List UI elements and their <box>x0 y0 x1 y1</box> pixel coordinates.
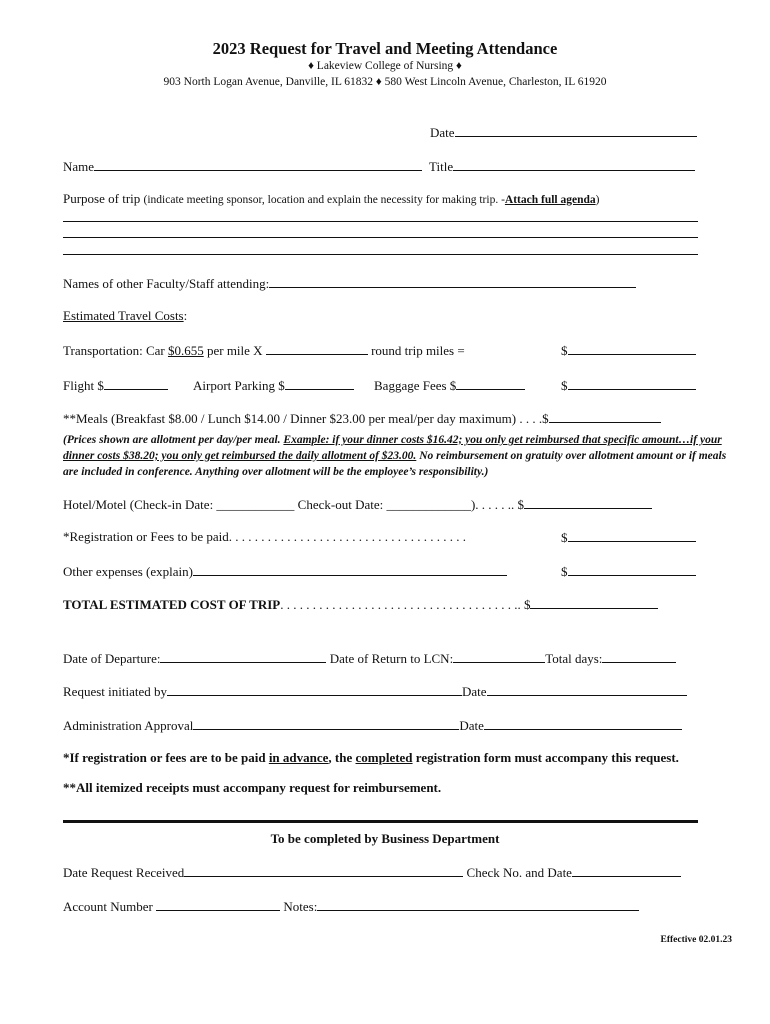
parking-label: Airport Parking $ <box>193 378 285 393</box>
meals-row <box>63 410 661 427</box>
other-amount-field[interactable] <box>568 563 696 576</box>
business-heading: To be completed by Business Department <box>270 831 500 846</box>
purpose-close: ) <box>595 194 600 206</box>
baggage-row <box>374 377 525 394</box>
total-dots: . . . . . . . . . . . . . . . . . . . . . . . . . . . . . . . . . . . . .. $ <box>280 597 531 612</box>
notice-text: registration form must accompany this request. <box>412 750 679 765</box>
other-expenses-label: Other expenses (explain) <box>63 564 193 579</box>
others-row <box>63 275 636 292</box>
other-amount-row <box>561 563 696 580</box>
received-field[interactable] <box>184 864 463 877</box>
check-field[interactable] <box>572 864 681 877</box>
notice-text: , the <box>328 750 356 765</box>
allotment-note <box>63 432 728 480</box>
form-title: 2023 Request for Travel and Meeting Attendance <box>212 39 558 58</box>
notice-text: *If registration or fees are to be paid <box>63 750 269 765</box>
initiated-date-label: Date <box>461 684 487 699</box>
others-label: Names of other Faculty/Staff attending: <box>63 276 270 291</box>
purpose-line-2[interactable] <box>63 237 698 238</box>
total-row <box>63 596 658 613</box>
title-row <box>429 158 695 175</box>
miles-field[interactable] <box>266 342 368 355</box>
section-divider <box>63 820 698 823</box>
title-label: Title <box>429 159 454 174</box>
effective-date: Effective 02.01.23 <box>660 935 732 945</box>
purpose-label: Purpose of trip <box>63 191 141 206</box>
date-field[interactable] <box>455 124 697 137</box>
approval-label: Administration Approval <box>63 718 194 733</box>
date-label: Date <box>430 125 455 140</box>
account-row <box>63 898 639 915</box>
title-field[interactable] <box>453 158 695 171</box>
dollar-sign: $ <box>561 378 568 393</box>
approval-row <box>63 717 682 734</box>
costs-heading: Estimated Travel Costs <box>63 308 184 323</box>
allotment-note-part1: (Prices shown are allotment per day/per meal. <box>63 434 284 446</box>
notice-completed: completed <box>355 750 413 765</box>
purpose-line-3[interactable] <box>63 254 698 255</box>
other-expenses-row <box>63 563 507 580</box>
hotel-label: Hotel/Motel (Check-in Date: ____________ Check-out Date: _____________). . . . . .. $ <box>63 497 525 512</box>
transport-amount-row <box>561 342 696 359</box>
advance-registration-notice <box>63 750 679 766</box>
receipts-notice: **All itemized receipts must accompany request for reimbursement. <box>63 780 442 795</box>
notice-in-advance: in advance <box>268 750 329 765</box>
hotel-row <box>63 496 652 513</box>
name-label: Name <box>63 159 95 174</box>
registration-label: *Registration or Fees to be paid. . . . . . . . . . . . . . . . . . . . . . . . . . . . . . . . . . . . . <box>63 529 466 544</box>
registration-row <box>63 529 466 545</box>
attach-agenda-note: Attach full agenda <box>504 194 596 206</box>
allotment-note-part2: No reimbursement on gratuity over allotment amount or if meals are included in conference. Anything over allotment will be the employee’s responsibility.) <box>63 450 727 478</box>
account-field[interactable] <box>156 898 280 911</box>
flight-row <box>63 377 168 394</box>
total-days-field[interactable] <box>602 650 676 663</box>
registration-field[interactable] <box>568 529 696 542</box>
notes-field[interactable] <box>317 898 639 911</box>
hotel-field[interactable] <box>524 496 652 509</box>
name-row <box>63 158 422 175</box>
received-label: Date Request Received <box>63 865 185 880</box>
initiated-label: Request initiated by <box>63 684 167 699</box>
total-label: TOTAL ESTIMATED COST OF TRIP <box>63 597 281 612</box>
purpose-row <box>63 191 599 207</box>
meals-label: **Meals (Breakfast $8.00 / Lunch $14.00 / Dinner $23.00 per meal/per day maximum) . . . .$ <box>63 411 549 426</box>
others-field[interactable] <box>269 275 636 288</box>
parking-row <box>193 377 354 394</box>
departure-row <box>63 650 676 667</box>
flight-field[interactable] <box>104 377 168 390</box>
parking-field[interactable] <box>285 377 354 390</box>
initiated-date-field[interactable] <box>487 683 687 696</box>
transport-suffix: round trip miles = <box>371 343 465 358</box>
flight-total-row <box>561 377 696 394</box>
total-days-label: Total days: <box>545 651 603 666</box>
purpose-note: (indicate meeting sponsor, location and explain the necessity for making trip. - <box>143 194 505 206</box>
baggage-field[interactable] <box>456 377 525 390</box>
notes-label: Notes: <box>283 899 318 914</box>
total-field[interactable] <box>530 596 658 609</box>
approval-date-label: Date <box>459 718 484 733</box>
transport-row <box>63 342 465 359</box>
departure-label: Date of Departure: <box>63 651 161 666</box>
campus-addresses: 903 North Logan Avenue, Danville, IL 61832 ♦ 580 West Lincoln Avenue, Charleston, IL 61920 <box>163 76 607 88</box>
transport-mid: per mile X <box>206 343 263 358</box>
account-label: Account Number <box>63 899 153 914</box>
registration-amount-row <box>561 529 696 546</box>
dollar-sign: $ <box>561 564 568 579</box>
costs-heading-row <box>63 308 187 324</box>
mileage-rate: $0.655 <box>167 343 204 358</box>
check-label: Check No. and Date <box>466 865 572 880</box>
college-name: ♦ Lakeview College of Nursing ♦ <box>308 60 462 72</box>
initiated-row <box>63 683 687 700</box>
flight-total-field[interactable] <box>568 377 696 390</box>
dollar-sign: $ <box>561 530 568 545</box>
initiated-field[interactable] <box>167 683 462 696</box>
return-label: Date of Return to LCN: <box>329 651 454 666</box>
transport-amount-field[interactable] <box>568 342 696 355</box>
received-row <box>63 864 681 881</box>
other-expenses-field[interactable] <box>193 563 507 576</box>
name-field[interactable] <box>94 158 422 171</box>
baggage-label: Baggage Fees $ <box>374 378 457 393</box>
approval-date-field[interactable] <box>484 717 682 730</box>
dollar-sign: $ <box>561 343 568 358</box>
allotment-example: Example: if your dinner costs $16.42; you only get reimbursed that specific amount…if your dinner costs $38.20; you only get reimbursed the daily allotment of $23.00. <box>63 434 722 462</box>
costs-heading-colon: : <box>183 308 188 323</box>
flight-label: Flight $ <box>63 378 104 393</box>
meals-field[interactable] <box>549 410 661 423</box>
approval-field[interactable] <box>193 717 459 730</box>
departure-field[interactable] <box>160 650 326 663</box>
return-field[interactable] <box>453 650 545 663</box>
transport-label: Transportation: Car <box>63 343 165 358</box>
purpose-line-1[interactable] <box>63 221 698 222</box>
date-row <box>430 124 697 141</box>
